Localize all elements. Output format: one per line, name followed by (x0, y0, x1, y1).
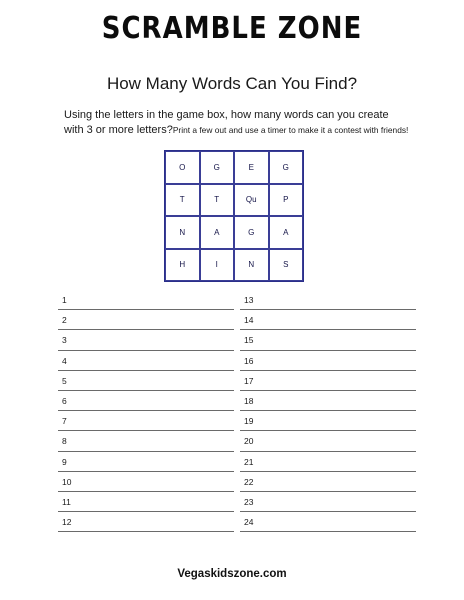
instructions-line-2 (64, 123, 444, 138)
grid-cell: G (200, 151, 235, 184)
instructions-line-2-tip: Print a few out and use a timer to make it a contest with friends! (172, 125, 409, 135)
grid-cell: N (165, 216, 200, 249)
answer-line[interactable] (240, 290, 416, 310)
grid-cell: E (234, 151, 269, 184)
answer-number: 12 (62, 517, 72, 528)
grid-cell: H (165, 249, 200, 282)
answer-line[interactable] (58, 492, 234, 512)
grid-cell: I (200, 249, 235, 282)
instructions-line-2-start: with 3 or more letters? (64, 124, 173, 136)
answer-number: 6 (62, 395, 67, 406)
answer-line[interactable] (240, 431, 416, 451)
answer-number: 19 (244, 416, 254, 427)
answer-number: 16 (244, 355, 254, 366)
answer-line[interactable] (58, 431, 234, 451)
answer-number: 23 (244, 496, 254, 507)
answer-number: 8 (62, 436, 67, 447)
grid-cell: T (165, 184, 200, 217)
instructions (64, 108, 444, 138)
answer-line[interactable] (240, 492, 416, 512)
grid-cell: S (269, 249, 304, 282)
answer-number: 22 (244, 476, 254, 487)
grid-cell: A (269, 216, 304, 249)
grid-cell: Qu (234, 184, 269, 217)
answer-number: 21 (244, 456, 254, 467)
footer-website: Vegaskidszone.com (177, 568, 287, 580)
grid-cell: N (234, 249, 269, 282)
answer-line[interactable] (240, 330, 416, 350)
answer-number: 9 (62, 456, 67, 467)
answer-line[interactable] (58, 371, 234, 391)
answer-number: 24 (244, 517, 254, 528)
answer-number: 3 (62, 335, 67, 346)
grid-cell: A (200, 216, 235, 249)
answer-number: 17 (244, 375, 254, 386)
answer-number: 5 (62, 375, 67, 386)
answer-number: 20 (244, 436, 254, 447)
answer-number: 7 (62, 416, 67, 427)
answer-line[interactable] (58, 330, 234, 350)
answer-number: 15 (244, 335, 254, 346)
answer-line[interactable] (240, 310, 416, 330)
grid-cell: P (269, 184, 304, 217)
answer-number: 10 (62, 476, 72, 487)
answer-column-right (240, 290, 416, 532)
answer-line[interactable] (58, 512, 234, 532)
answer-line[interactable] (58, 472, 234, 492)
page-title: SCRAMBLE ZONE (101, 11, 363, 47)
grid-cell: G (234, 216, 269, 249)
answer-line[interactable] (58, 452, 234, 472)
instructions-line-1: Using the letters in the game box, how many words can you create (64, 109, 389, 121)
answer-line[interactable] (240, 351, 416, 371)
answer-line[interactable] (58, 411, 234, 431)
answer-number: 18 (244, 395, 254, 406)
grid-cell: G (269, 151, 304, 184)
answer-line[interactable] (240, 472, 416, 492)
answer-line[interactable] (240, 371, 416, 391)
answer-line[interactable] (240, 452, 416, 472)
answer-line[interactable] (240, 411, 416, 431)
grid-cell: T (200, 184, 235, 217)
answer-number: 1 (62, 295, 67, 305)
answer-line[interactable] (58, 391, 234, 411)
answer-line[interactable] (58, 310, 234, 330)
answer-number: 2 (62, 315, 67, 326)
answer-number: 4 (62, 355, 67, 366)
answer-number: 14 (244, 315, 254, 326)
answer-number: 11 (62, 496, 71, 507)
answer-line[interactable] (240, 391, 416, 411)
grid-cell: O (165, 151, 200, 184)
answer-line[interactable] (240, 512, 416, 532)
answer-column-left (58, 290, 234, 532)
answer-number: 13 (244, 295, 254, 305)
answer-line[interactable] (58, 290, 234, 310)
letter-grid (164, 150, 304, 282)
page-subtitle: How Many Words Can You Find? (106, 74, 358, 93)
answer-line[interactable] (58, 351, 234, 371)
